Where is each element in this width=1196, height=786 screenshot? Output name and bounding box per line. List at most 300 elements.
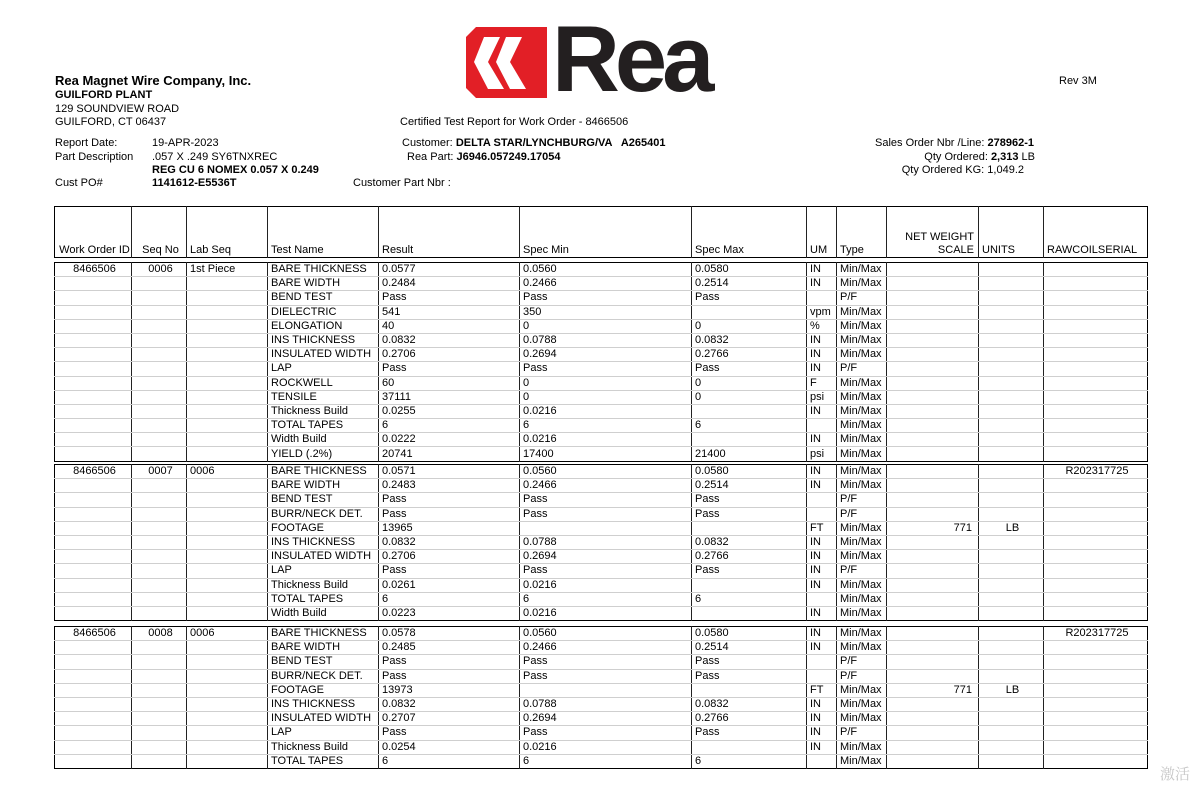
um-cell: vpm — [807, 305, 837, 319]
test-name-cell: LAP — [268, 362, 379, 376]
spec-min-cell: Pass — [520, 655, 692, 669]
type-cell: Min/Max — [837, 754, 887, 768]
col-type: Type — [837, 207, 887, 258]
type-cell: Min/Max — [837, 277, 887, 291]
rawcoilserial-cell — [1044, 390, 1148, 404]
rawcoilserial-cell — [1044, 277, 1148, 291]
result-cell: 6 — [379, 754, 520, 768]
work-order-cell — [55, 333, 132, 347]
net-weight-cell: 771 — [887, 683, 979, 697]
lab-seq-cell — [187, 564, 268, 578]
lab-seq-cell — [187, 404, 268, 418]
lab-seq-cell — [187, 419, 268, 433]
seq-no-cell — [132, 305, 187, 319]
test-name-cell: BURR/NECK DET. — [268, 507, 379, 521]
result-cell: 0.0254 — [379, 740, 520, 754]
um-cell: IN — [807, 740, 837, 754]
units-cell — [979, 277, 1044, 291]
rawcoilserial-cell — [1044, 404, 1148, 418]
spec-min-cell: 0.0216 — [520, 404, 692, 418]
spec-min-cell — [520, 683, 692, 697]
rawcoilserial-cell — [1044, 362, 1148, 376]
units-cell — [979, 740, 1044, 754]
test-name-cell: YIELD (.2%) — [268, 447, 379, 461]
units-cell — [979, 697, 1044, 711]
um-cell: IN — [807, 263, 837, 277]
units-cell — [979, 592, 1044, 606]
seq-no-cell — [132, 740, 187, 754]
rawcoilserial-cell — [1044, 319, 1148, 333]
report-date-value: 19-APR-2023 — [152, 137, 219, 149]
lab-seq-cell — [187, 507, 268, 521]
rawcoilserial-cell — [1044, 419, 1148, 433]
rawcoilserial-cell — [1044, 291, 1148, 305]
rawcoilserial-cell — [1044, 376, 1148, 390]
um-cell: IN — [807, 333, 837, 347]
col-lab-seq: Lab Seq — [187, 207, 268, 258]
spec-max-cell — [692, 683, 807, 697]
lab-seq-cell — [187, 641, 268, 655]
net-weight-cell — [887, 507, 979, 521]
lab-seq-cell — [187, 683, 268, 697]
lab-seq-cell — [187, 348, 268, 362]
um-cell — [807, 592, 837, 606]
rawcoilserial-cell — [1044, 333, 1148, 347]
qty-ordered-field — [924, 151, 1035, 163]
spec-max-cell: 0.2514 — [692, 277, 807, 291]
units-cell — [979, 479, 1044, 493]
units-cell — [979, 550, 1044, 564]
type-cell: P/F — [837, 564, 887, 578]
spec-min-cell: 0.2694 — [520, 550, 692, 564]
table-row — [55, 348, 1148, 362]
units-cell — [979, 669, 1044, 683]
net-weight-cell — [887, 578, 979, 592]
um-cell: IN — [807, 465, 837, 479]
rawcoilserial-cell — [1044, 493, 1148, 507]
table-row — [55, 521, 1148, 535]
report-title — [400, 116, 628, 128]
rawcoilserial-cell — [1044, 726, 1148, 740]
work-order-cell — [55, 550, 132, 564]
net-weight-cell — [887, 606, 979, 620]
units-cell — [979, 507, 1044, 521]
rawcoilserial-cell — [1044, 550, 1148, 564]
units-cell: LB — [979, 521, 1044, 535]
spec-min-cell: 0 — [520, 390, 692, 404]
work-order-cell — [55, 564, 132, 578]
work-order-cell — [55, 305, 132, 319]
table-row — [55, 319, 1148, 333]
test-name-cell: BARE THICKNESS — [268, 263, 379, 277]
spec-min-cell: 0.0788 — [520, 697, 692, 711]
rawcoilserial-cell — [1044, 697, 1148, 711]
result-cell: Pass — [379, 655, 520, 669]
result-cell: 0.0832 — [379, 333, 520, 347]
type-cell: Min/Max — [837, 433, 887, 447]
lab-seq-cell — [187, 447, 268, 461]
results-block-0007 — [54, 464, 1148, 621]
rawcoilserial-cell — [1044, 564, 1148, 578]
seq-no-cell — [132, 655, 187, 669]
test-name-cell: INSULATED WIDTH — [268, 348, 379, 362]
lab-seq-cell — [187, 550, 268, 564]
work-order-cell: 8466506 — [55, 627, 132, 641]
spec-min-cell: 0.0560 — [520, 263, 692, 277]
seq-no-cell — [132, 578, 187, 592]
spec-max-cell: 0.0832 — [692, 535, 807, 549]
lab-seq-cell — [187, 535, 268, 549]
um-cell: IN — [807, 641, 837, 655]
company-address1: 129 SOUNDVIEW ROAD — [55, 103, 180, 115]
header-row — [55, 207, 1148, 258]
seq-no-cell: 0007 — [132, 465, 187, 479]
type-cell: Min/Max — [837, 641, 887, 655]
rawcoilserial-cell: R202317725 — [1044, 465, 1148, 479]
spec-min-cell: 0.2466 — [520, 641, 692, 655]
um-cell: FT — [807, 683, 837, 697]
spec-min-cell: 0 — [520, 376, 692, 390]
units-cell — [979, 348, 1044, 362]
result-cell: Pass — [379, 564, 520, 578]
spec-max-cell: 0.2766 — [692, 550, 807, 564]
rawcoilserial-cell — [1044, 578, 1148, 592]
table-row — [55, 578, 1148, 592]
table-row — [55, 404, 1148, 418]
report-title-work-order: 8466506 — [585, 116, 629, 128]
seq-no-cell: 0008 — [132, 627, 187, 641]
table-row — [55, 493, 1148, 507]
part-desc-label: Part Description — [55, 151, 134, 163]
seq-no-cell — [132, 479, 187, 493]
um-cell: IN — [807, 606, 837, 620]
spec-max-cell — [692, 740, 807, 754]
net-weight-cell — [887, 726, 979, 740]
type-cell: P/F — [837, 669, 887, 683]
lab-seq-cell — [187, 362, 268, 376]
result-cell: 37111 — [379, 390, 520, 404]
work-order-cell — [55, 376, 132, 390]
test-name-cell: TOTAL TAPES — [268, 754, 379, 768]
um-cell — [807, 419, 837, 433]
um-cell: IN — [807, 433, 837, 447]
table-row — [55, 606, 1148, 620]
seq-no-cell — [132, 592, 187, 606]
spec-max-cell: Pass — [692, 669, 807, 683]
rawcoilserial-cell — [1044, 535, 1148, 549]
net-weight-cell — [887, 433, 979, 447]
test-name-cell: BURR/NECK DET. — [268, 669, 379, 683]
net-weight-cell — [887, 592, 979, 606]
result-cell: 0.0222 — [379, 433, 520, 447]
spec-max-cell — [692, 404, 807, 418]
qty-kg-field — [902, 164, 1024, 176]
seq-no-cell — [132, 754, 187, 768]
result-cell: 0.2706 — [379, 550, 520, 564]
rawcoilserial-cell — [1044, 655, 1148, 669]
seq-no-cell — [132, 712, 187, 726]
table-row — [55, 419, 1148, 433]
table-row — [55, 433, 1148, 447]
part-desc-value: .057 X .249 SY6TNXREC — [152, 151, 278, 163]
units-cell — [979, 564, 1044, 578]
type-cell: Min/Max — [837, 333, 887, 347]
seq-no-cell — [132, 390, 187, 404]
um-cell: IN — [807, 550, 837, 564]
result-cell: 0.2485 — [379, 641, 520, 655]
test-name-cell: LAP — [268, 726, 379, 740]
table-row — [55, 712, 1148, 726]
um-cell: F — [807, 376, 837, 390]
rawcoilserial-cell: R202317725 — [1044, 627, 1148, 641]
type-cell: Min/Max — [837, 683, 887, 697]
spec-min-cell: Pass — [520, 726, 692, 740]
lab-seq-cell: 0006 — [187, 627, 268, 641]
type-cell: Min/Max — [837, 578, 887, 592]
um-cell: IN — [807, 564, 837, 578]
spec-max-cell: 0 — [692, 319, 807, 333]
work-order-cell — [55, 507, 132, 521]
net-weight-cell — [887, 319, 979, 333]
spec-max-cell: 0.2514 — [692, 641, 807, 655]
test-name-cell: BARE THICKNESS — [268, 465, 379, 479]
result-cell: Pass — [379, 493, 520, 507]
col-spec-max: Spec Max — [692, 207, 807, 258]
spec-min-cell: 6 — [520, 419, 692, 433]
sales-order-field — [875, 137, 1034, 149]
results-header-table — [54, 206, 1148, 258]
seq-no-cell — [132, 376, 187, 390]
um-cell: % — [807, 319, 837, 333]
spec-max-cell: 0.0580 — [692, 465, 807, 479]
spec-min-cell: 0.0788 — [520, 535, 692, 549]
test-name-cell: ELONGATION — [268, 319, 379, 333]
spec-min-cell: 6 — [520, 754, 692, 768]
rawcoilserial-cell — [1044, 479, 1148, 493]
result-cell: 0.0578 — [379, 627, 520, 641]
test-name-cell: Width Build — [268, 606, 379, 620]
table-row — [55, 479, 1148, 493]
test-name-cell: DIELECTRIC — [268, 305, 379, 319]
qty-kg-value: 1,049.2 — [987, 164, 1024, 176]
lab-seq-cell — [187, 740, 268, 754]
units-cell — [979, 419, 1044, 433]
test-name-cell: TOTAL TAPES — [268, 592, 379, 606]
lab-seq-cell — [187, 669, 268, 683]
rea-part-label: Rea Part: — [407, 151, 454, 163]
seq-no-cell — [132, 726, 187, 740]
col-units: UNITS — [979, 207, 1044, 258]
col-spec-min: Spec Min — [520, 207, 692, 258]
seq-no-cell — [132, 521, 187, 535]
test-name-cell: FOOTAGE — [268, 683, 379, 697]
result-cell: 0.0255 — [379, 404, 520, 418]
net-weight-cell — [887, 655, 979, 669]
result-cell: 0.0261 — [379, 578, 520, 592]
table-row — [55, 641, 1148, 655]
um-cell — [807, 669, 837, 683]
table-row — [55, 362, 1148, 376]
table-row — [55, 627, 1148, 641]
test-name-cell: Width Build — [268, 433, 379, 447]
seq-no-cell — [132, 641, 187, 655]
table-row — [55, 564, 1148, 578]
result-cell: 0.2707 — [379, 712, 520, 726]
spec-min-cell: Pass — [520, 669, 692, 683]
type-cell: Min/Max — [837, 376, 887, 390]
spec-max-cell: 0.0580 — [692, 627, 807, 641]
spec-max-cell: Pass — [692, 726, 807, 740]
net-weight-cell — [887, 419, 979, 433]
um-cell: IN — [807, 362, 837, 376]
work-order-cell — [55, 578, 132, 592]
rawcoilserial-cell — [1044, 712, 1148, 726]
table-row — [55, 683, 1148, 697]
seq-no-cell — [132, 697, 187, 711]
rea-part-field — [407, 151, 561, 163]
spec-max-cell: 0 — [692, 376, 807, 390]
net-weight-cell — [887, 263, 979, 277]
work-order-cell — [55, 535, 132, 549]
seq-no-cell — [132, 683, 187, 697]
customer-value: DELTA STAR/LYNCHBURG/VA A265401 — [455, 137, 666, 149]
units-cell — [979, 305, 1044, 319]
result-cell: Pass — [379, 507, 520, 521]
table-row — [55, 507, 1148, 521]
seq-no-cell — [132, 291, 187, 305]
test-name-cell: INS THICKNESS — [268, 535, 379, 549]
spec-max-cell: Pass — [692, 493, 807, 507]
table-row — [55, 390, 1148, 404]
seq-no-cell — [132, 433, 187, 447]
type-cell: Min/Max — [837, 521, 887, 535]
net-weight-cell — [887, 535, 979, 549]
work-order-cell — [55, 404, 132, 418]
seq-no-cell — [132, 277, 187, 291]
units-cell — [979, 291, 1044, 305]
units-cell — [979, 655, 1044, 669]
spec-min-cell: 0.2466 — [520, 479, 692, 493]
result-cell: 0.2484 — [379, 277, 520, 291]
work-order-cell — [55, 697, 132, 711]
test-name-cell: FOOTAGE — [268, 521, 379, 535]
seq-no-cell — [132, 348, 187, 362]
spec-max-cell: 6 — [692, 592, 807, 606]
units-cell — [979, 754, 1044, 768]
seq-no-cell — [132, 535, 187, 549]
spec-min-cell: Pass — [520, 564, 692, 578]
units-cell — [979, 578, 1044, 592]
type-cell: P/F — [837, 291, 887, 305]
work-order-cell — [55, 433, 132, 447]
result-cell: 0.0832 — [379, 697, 520, 711]
col-net-weight-scale: NET WEIGHT SCALE — [887, 207, 979, 258]
seq-no-cell — [132, 447, 187, 461]
test-name-cell: LAP — [268, 564, 379, 578]
lab-seq-cell — [187, 291, 268, 305]
um-cell: IN — [807, 348, 837, 362]
units-cell — [979, 362, 1044, 376]
work-order-cell — [55, 754, 132, 768]
type-cell: Min/Max — [837, 550, 887, 564]
lab-seq-cell: 1st Piece — [187, 263, 268, 277]
net-weight-cell — [887, 669, 979, 683]
rawcoilserial-cell — [1044, 641, 1148, 655]
spec-max-cell — [692, 521, 807, 535]
table-row — [55, 376, 1148, 390]
type-cell: Min/Max — [837, 465, 887, 479]
spec-min-cell: 350 — [520, 305, 692, 319]
work-order-cell — [55, 592, 132, 606]
net-weight-cell — [887, 493, 979, 507]
spec-min-cell: 0.0560 — [520, 465, 692, 479]
table-row — [55, 740, 1148, 754]
lab-seq-cell — [187, 376, 268, 390]
rawcoilserial-cell — [1044, 348, 1148, 362]
type-cell: P/F — [837, 493, 887, 507]
rea-logo-icon — [466, 27, 547, 98]
um-cell: FT — [807, 521, 837, 535]
rawcoilserial-cell — [1044, 521, 1148, 535]
units-cell — [979, 319, 1044, 333]
rawcoilserial-cell — [1044, 669, 1148, 683]
type-cell: P/F — [837, 726, 887, 740]
lab-seq-cell — [187, 493, 268, 507]
company-plant: GUILFORD PLANT — [55, 89, 153, 101]
um-cell: psi — [807, 390, 837, 404]
table-row — [55, 669, 1148, 683]
net-weight-cell — [887, 754, 979, 768]
seq-no-cell — [132, 606, 187, 620]
table-row — [55, 535, 1148, 549]
work-order-cell — [55, 655, 132, 669]
work-order-cell — [55, 447, 132, 461]
result-cell: 0.0577 — [379, 263, 520, 277]
spec-max-cell: 0.0832 — [692, 333, 807, 347]
result-cell: 13973 — [379, 683, 520, 697]
test-name-cell: BARE WIDTH — [268, 641, 379, 655]
spec-min-cell: 6 — [520, 592, 692, 606]
um-cell: IN — [807, 627, 837, 641]
work-order-cell — [55, 277, 132, 291]
rea-logo-wordmark: Rea — [552, 6, 710, 111]
results-block-0006 — [54, 262, 1148, 462]
test-name-cell: Thickness Build — [268, 404, 379, 418]
table-row — [55, 465, 1148, 479]
spec-max-cell: 0.2514 — [692, 479, 807, 493]
work-order-cell — [55, 319, 132, 333]
qty-ordered-label: Qty Ordered: — [924, 151, 988, 163]
test-name-cell: ROCKWELL — [268, 376, 379, 390]
net-weight-cell — [887, 627, 979, 641]
col-test-name: Test Name — [268, 207, 379, 258]
work-order-cell — [55, 683, 132, 697]
col-work-order-id: Work Order ID — [59, 244, 130, 256]
result-cell: 0.0832 — [379, 535, 520, 549]
qty-kg-label: Qty Ordered KG: — [901, 164, 985, 176]
company-address2: GUILFORD, CT 06437 — [55, 116, 167, 128]
rawcoilserial-cell — [1044, 263, 1148, 277]
test-name-cell: BARE THICKNESS — [268, 627, 379, 641]
um-cell: IN — [807, 578, 837, 592]
type-cell: Min/Max — [837, 305, 887, 319]
spec-max-cell: 0 — [692, 390, 807, 404]
result-cell: 0.0571 — [379, 465, 520, 479]
table-row — [55, 550, 1148, 564]
units-cell: LB — [979, 683, 1044, 697]
cust-po-value: 1141612-E5536T — [152, 177, 237, 189]
um-cell: IN — [807, 712, 837, 726]
